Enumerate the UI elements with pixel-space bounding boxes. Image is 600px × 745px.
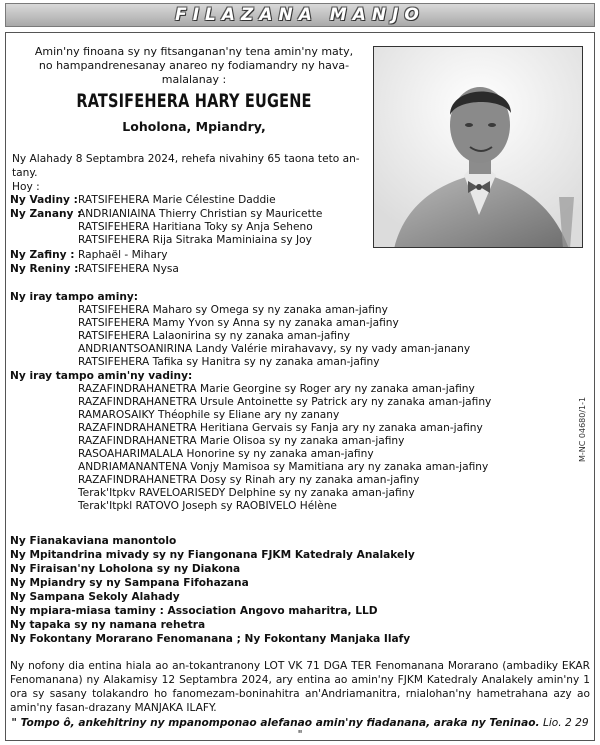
mother-name: RATSIFEHERA Nysa: [78, 263, 179, 275]
wife-siblings-label: Ny iray tampo amin'ny vadiny:: [10, 370, 193, 382]
wife-sibling-3: RAMAROSAIKY Théophile sy Eliane ary ny zanany: [78, 409, 340, 421]
org-1: Ny Fianakaviana manontolo: [10, 535, 177, 547]
wife-sibling-2: RAZAFINDRAHANETRA Ursule Antoinette sy Patrick ary ny zanaka aman-jafiny: [78, 396, 492, 408]
org-3: Ny Firaisan'ny Loholona sy ny Diakona: [10, 563, 241, 575]
grandchildren-label: Ny Zafiny :: [10, 249, 75, 261]
wife-sibling-8: RAZAFINDRAHANETRA Dosy sy Rinah ary ny zanaka aman-jafiny: [78, 474, 420, 486]
intro-line-1: Amin'ny finoana sy ny fitsanganan'ny tena amin'ny maty,: [34, 45, 354, 58]
sibling-1: RATSIFEHERA Maharo sy Omega sy ny zanaka aman-jafiny: [78, 304, 388, 316]
intro-line-2: no hampandrenesanay anareo ny fodiamandry ny hava-malalanay :: [38, 59, 350, 86]
sibling-3: RATSIFEHERA Lalaonirina sy ny zanaka aman-jafiny: [78, 330, 351, 342]
org-7: Ny tapaka sy ny namana rehetra: [10, 619, 206, 631]
org-8: Ny Fokontany Morarano Fenomanana ; Ny Fokontany Manjaka Ilafy: [10, 633, 411, 645]
announcement-text: Ny Alahady 8 Septambra 2024, rehefa nivahiny 65 taona teto an-tany.: [12, 153, 360, 179]
wife-sibling-1: RAZAFINDRAHANETRA Marie Georgine sy Roger ary ny zanaka aman-jafiny: [78, 383, 475, 395]
deceased-title: Loholona, Mpiandry,: [122, 119, 266, 134]
quote-text: " Tompo ô, ankehitriny ny mpanomponao alefanao amin'ny fiadanana, araka ny Teninao.: [11, 717, 540, 729]
sibling-2: RATSIFEHERA Mamy Yvon sy Anna sy ny zanaka aman-jafiny: [78, 317, 399, 329]
wife-sibling-5: RAZAFINDRAHANETRA Marie Olisoa sy ny zanaka aman-jafiny: [78, 435, 405, 447]
child-3: RATSIFEHERA Rija Sitraka Maminiaina sy Joy: [78, 234, 312, 246]
org-4: Ny Mpiandry sy ny Sampana Fifohazana: [10, 577, 249, 589]
header-title: FILAZANA MANJO: [175, 5, 425, 25]
intro-text: [14, 45, 374, 87]
header-banner: [5, 3, 595, 27]
deceased-name: RATSIFEHERA HARY EUGENE: [76, 90, 312, 112]
grandchildren-names: Raphaël - Mihary: [78, 249, 168, 261]
hoy-text: Hoy :: [12, 181, 40, 193]
spouse-name: RATSIFEHERA Marie Célestine Daddie: [78, 194, 276, 206]
funeral-details: Ny nofony dia entina hiala ao an-tokantranony LOT VK 71 DGA TER Fenomanana Morarano (ambadiky EKAR Fenomanana) ny Alakamisy 12 Septambra 2024, ary entina ao amin'ny FJKM Katedraly Analakely amin'ny 1 ora sy sasany tolakandro ho fanomezam-boninahitra an'Andriamanitra, rnialohan'ny hametrahana azy ao amin'ny fasan-drazany MANJAKA ILAFY.: [10, 660, 590, 714]
siblings-label: Ny iray tampo aminy:: [10, 291, 139, 303]
wife-sibling-9: Terak'Itpkv RAVELOARISEDY Delphine sy ny zanaka aman-jafiny: [78, 487, 415, 499]
portrait-photo: [373, 46, 583, 248]
org-5: Ny Sampana Sekoly Alahady: [10, 591, 180, 603]
mother-label: Ny Reniny :: [10, 263, 79, 275]
child-2: RATSIFEHERA Haritiana Toky sy Anja Seheno: [78, 221, 313, 233]
spouse-label: Ny Vadiny :: [10, 194, 78, 206]
child-1: ANDRIANIAINA Thierry Christian sy Mauricette: [78, 208, 323, 220]
wife-sibling-10: Terak'Itpkl RATOVO Joseph sy RAOBIVELO Hélène: [78, 500, 337, 512]
quote-reference: Lio. 2 29 ": [297, 717, 589, 741]
sibling-5: RATSIFEHERA Tafika sy Hanitra sy ny zanaka aman-jafiny: [78, 356, 380, 368]
org-2: Ny Mpitandrina mivady sy ny Fiangonana FJKM Katedraly Analakely: [10, 549, 415, 561]
sibling-4: ANDRIANTSOANIRINA Landy Valérie mirahavavy, sy ny vady aman-janany: [78, 343, 471, 355]
wife-sibling-7: ANDRIAMANANTENA Vonjy Mamisoa sy Mamitiana ary ny zanaka aman-jafiny: [78, 461, 489, 473]
org-6: Ny mpiara-miasa taminy : Association Angovo maharitra, LLD: [10, 605, 378, 617]
wife-sibling-4: RAZAFINDRAHANETRA Heritiana Gervais sy Fanja ary ny zanaka aman-jafiny: [78, 422, 483, 434]
wife-sibling-6: RASOAHARIMALALA Honorine sy ny zanaka aman-jafiny: [78, 448, 374, 460]
children-label: Ny Zanany :: [10, 208, 82, 220]
reference-code: M-NC 04680/1-1: [578, 396, 587, 462]
scripture-quote: [10, 717, 590, 741]
announcement: [12, 152, 372, 194]
